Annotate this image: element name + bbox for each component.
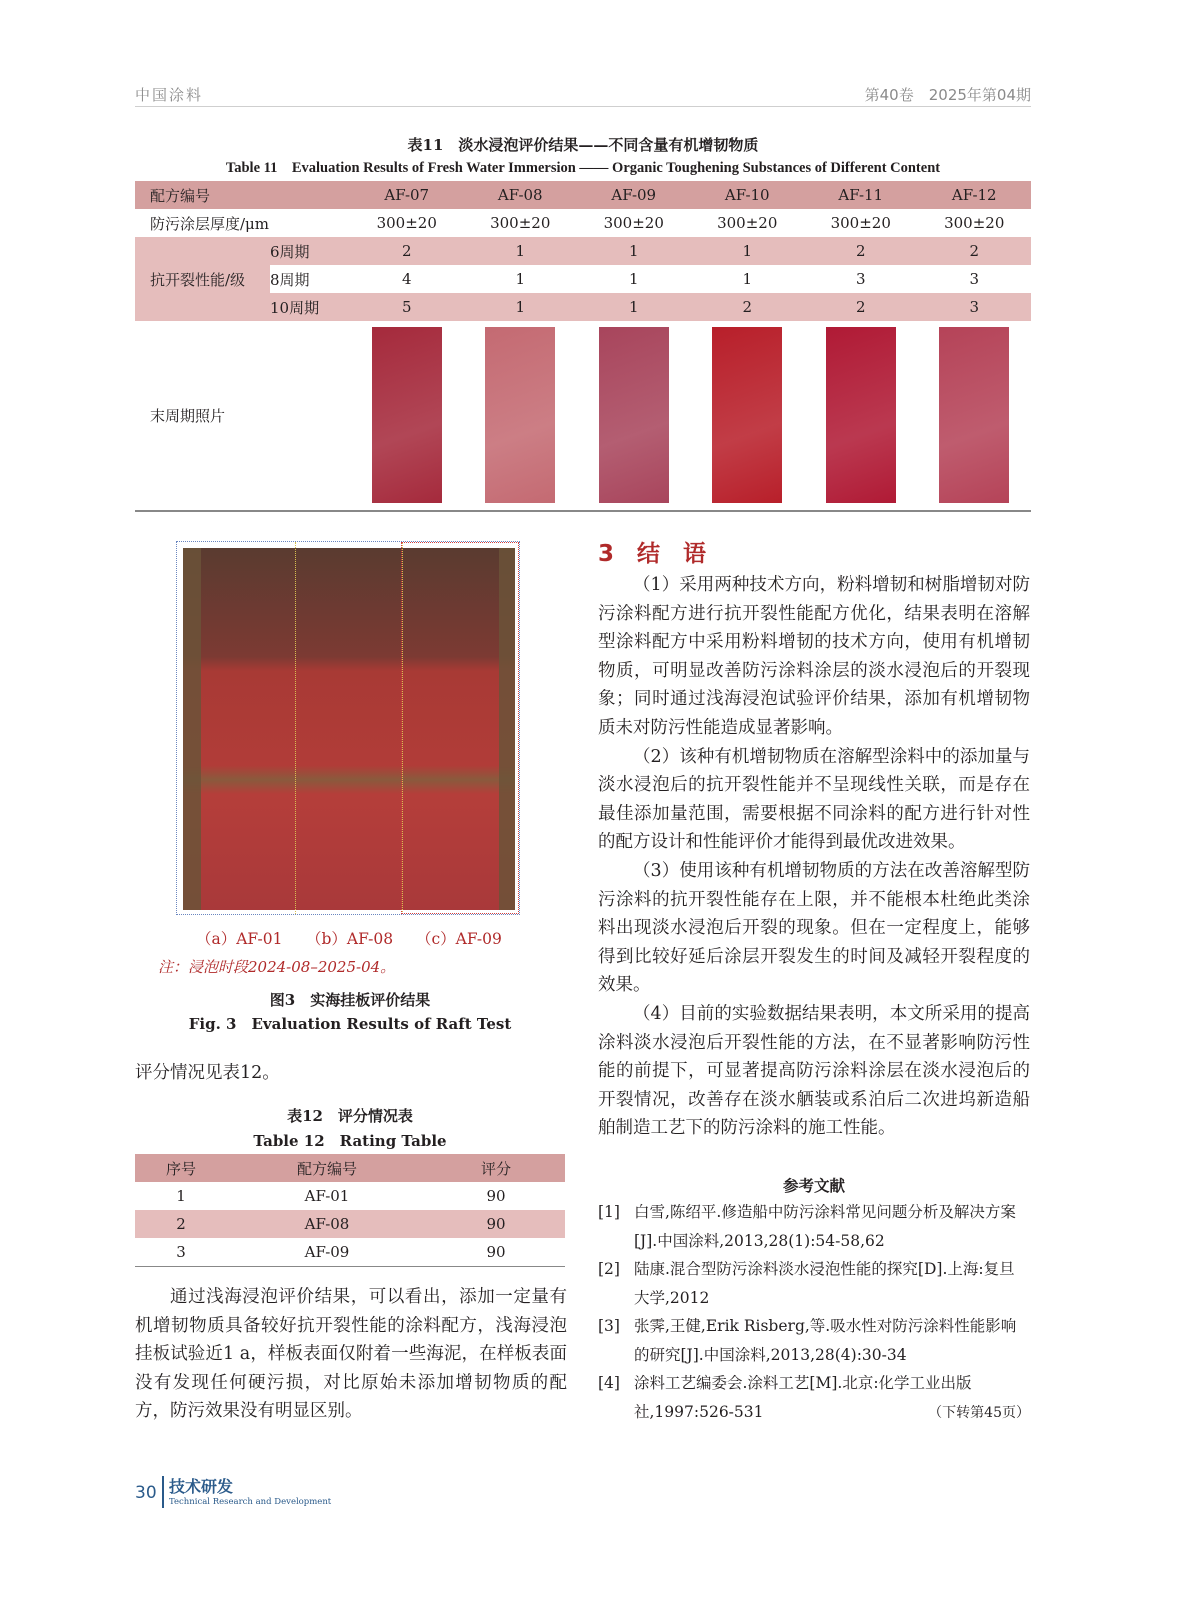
col-header: 序号 [165, 1159, 196, 1178]
figure-label-a: （a）AF-01 [196, 930, 283, 948]
conclusion-paragraph: （3）使用该种有机增韧物质的方法在改善溶解型防污涂料的抗开裂性能存在上限，并不能根本杜绝此类涂料出现淡水浸泡后开裂的现象。但在一定程度上，能够得到比较好延后涂层开裂发生的时间及减轻开裂程度的效果。 [598, 860, 1030, 996]
table11-title-cn: 表11 淡水浸泡评价结果——不同含量有机增韧物质 [407, 136, 759, 154]
cell: 2 [969, 242, 980, 260]
table-row [135, 1210, 565, 1238]
cell: 300±20 [944, 214, 1005, 232]
cell: 300±20 [717, 214, 778, 232]
cell: 90 [486, 1187, 506, 1205]
cell: 2 [401, 242, 412, 260]
header-divider [135, 106, 1031, 107]
col-header: 配方编号 [150, 186, 211, 205]
cell: 1 [515, 270, 526, 288]
table-11 [135, 181, 1031, 509]
table-row [135, 293, 1031, 321]
cell: 3 [855, 270, 866, 288]
row-label: 抗开裂性能/级 [135, 237, 270, 321]
period-label: 10周期 [270, 298, 320, 317]
figure-note: 注：浸泡时段2024-08–2025-04。 [158, 958, 396, 976]
cell: 300±20 [490, 214, 551, 232]
photo-row [135, 321, 1031, 509]
cell: AF-08 [304, 1215, 350, 1233]
sample-photo [939, 327, 1009, 503]
row-label: 末周期照片 [150, 406, 226, 425]
figure-label-b: （b）AF-08 [306, 930, 394, 948]
ref-number: [3] [598, 1317, 620, 1335]
cell: 2 [855, 242, 866, 260]
row-label: 防污涂层厚度/μm [150, 214, 270, 233]
ref-text: 张霁,王健,Erik Risberg,等.吸水性对防污涂料性能影响的研究[J].中国涂料,2013,28(4):30-34 [634, 1317, 1017, 1364]
cell: 3 [176, 1242, 186, 1261]
col-header: AF-11 [838, 186, 884, 204]
cell: 1 [628, 270, 639, 288]
col-header: 配方编号 [296, 1159, 357, 1178]
col-header: AF-07 [384, 186, 430, 204]
table-row [135, 237, 1031, 265]
journal-name: 中国涂料 [135, 86, 204, 104]
cell: 3 [969, 270, 980, 288]
table-header-row [135, 181, 1031, 209]
cell: 90 [486, 1215, 506, 1233]
body-paragraph: 评分情况见表12。 [135, 1063, 280, 1083]
cell: 2 [176, 1215, 186, 1233]
footer-divider [162, 1476, 164, 1508]
references-list [598, 1198, 1030, 1426]
ref-text: 涂料工艺编委会.涂料工艺[M].北京:化学工业出版社,1997:526-531 [634, 1374, 972, 1421]
conclusion-body [598, 571, 1030, 1143]
continued-note: （下转第45页） [928, 1405, 1030, 1421]
cell: 1 [176, 1187, 186, 1205]
col-header: AF-09 [611, 186, 657, 204]
cell: 90 [486, 1242, 506, 1261]
cell: 1 [628, 242, 639, 260]
ref-number: [2] [598, 1260, 620, 1278]
body-paragraph: 通过浅海浸泡评价结果，可以看出，添加一定量有机增韧物质具备较好抗开裂性能的涂料配方，浅海浸泡挂板试验近1 a，样板表面仅附着一些海泥，在样板表面没有发现任何硬污损，对比原始未添加增韧物质的配方，防污效果没有明显区别。 [135, 1287, 567, 1422]
table12-title-en: Table 12 Rating Table [253, 1132, 447, 1150]
conclusion-paragraph: （4）目前的实验数据结果表明，本文所采用的提高涂料淡水浸泡后开裂性能的方法，在不显著影响防污性能的前提下，可显著提高防污涂料涂层在淡水浸泡后的开裂情况，改善存在淡水舾装或系泊后二次进坞新造船舶制造工艺下的防污涂料的施工性能。 [598, 1003, 1030, 1139]
col-header: AF-12 [951, 186, 997, 204]
cell: 2 [855, 298, 866, 316]
cell: 2 [742, 298, 753, 316]
reference-item [598, 1312, 1030, 1369]
ref-text: 陆康.混合型防污涂料淡水浸泡性能的探究[D].上海:复旦大学,2012 [634, 1260, 1015, 1307]
cell: 3 [969, 298, 980, 316]
cell: 1 [742, 242, 753, 260]
cell: 300±20 [603, 214, 664, 232]
cell: 300±20 [376, 214, 437, 232]
figure3-title-en: Fig. 3 Evaluation Results of Raft Test [188, 1015, 512, 1033]
cell: 1 [628, 298, 639, 316]
sample-photo [372, 327, 442, 503]
cell: 300±20 [830, 214, 891, 232]
cell: 1 [742, 270, 753, 288]
figure-label-c: （c）AF-09 [416, 930, 502, 948]
table-header-row [135, 1154, 565, 1182]
table-bottom-rule [135, 510, 1031, 512]
figure3-title-cn: 图3 实海挂板评价结果 [269, 991, 431, 1009]
cell: 5 [401, 298, 412, 316]
footer-section-en: Technical Research and Development [169, 1497, 332, 1507]
ref-number: [1] [598, 1203, 620, 1221]
table-row [135, 1238, 565, 1266]
footer-section-cn: 技术研发 [169, 1477, 234, 1496]
table-row [135, 1182, 565, 1210]
reference-item [598, 1198, 1030, 1255]
reference-item [598, 1255, 1030, 1312]
table12-title-cn: 表12 评分情况表 [287, 1107, 413, 1125]
col-header: 评分 [480, 1159, 511, 1178]
col-header: AF-08 [497, 186, 543, 204]
sample-photo [826, 327, 896, 503]
table-12 [135, 1154, 565, 1267]
section-heading: 3 结 语 [598, 541, 707, 567]
cell: 1 [515, 298, 526, 316]
raft-test-photo [176, 541, 520, 915]
cell: AF-09 [304, 1242, 350, 1261]
table-row [135, 209, 1031, 237]
sample-photo [485, 327, 555, 503]
ref-text: 白雪,陈绍平.修造船中防污涂料常见问题分析及解决方案[J].中国涂料,2013,28(1):54-58,62 [634, 1203, 1016, 1250]
conclusion-paragraph: （1）采用两种技术方向，粉料增韧和树脂增韧对防污涂料配方进行抗开裂性能配方优化，结果表明在溶解型涂料配方中采用粉料增韧的技术方向，使用有机增韧物质，可明显改善防污涂料涂层的淡水浸泡后的开裂现象；同时通过浅海浸泡试验评价结果，添加有机增韧物质未对防污性能造成显著影响。 [598, 575, 1030, 738]
conclusion-paragraph: （2）该种有机增韧物质在溶解型涂料中的添加量与淡水浸泡后的抗开裂性能并不呈现线性关联，而是存在最佳添加量范围，需要根据不同涂料的配方进行针对性的配方设计和性能评价才能得到最优改进效果。 [598, 746, 1030, 853]
cell: 1 [515, 242, 526, 260]
cell: 4 [401, 270, 412, 288]
table11-title-en: Table 11 Evaluation Results of Fresh Water Immersion —— Organic Toughening Substances of Different Content [225, 160, 941, 176]
col-header: AF-10 [724, 186, 770, 204]
sample-photo [712, 327, 782, 503]
page-number: 30 [135, 1483, 157, 1503]
references-heading: 参考文献 [782, 1176, 845, 1195]
period-label: 6周期 [270, 242, 310, 261]
ref-number: [4] [598, 1374, 620, 1392]
issue-info: 第40卷 2025年第04期 [864, 86, 1031, 104]
period-label: 8周期 [270, 270, 310, 289]
table-row [135, 265, 1031, 293]
sample-photo [599, 327, 669, 503]
cell: AF-01 [304, 1187, 350, 1205]
